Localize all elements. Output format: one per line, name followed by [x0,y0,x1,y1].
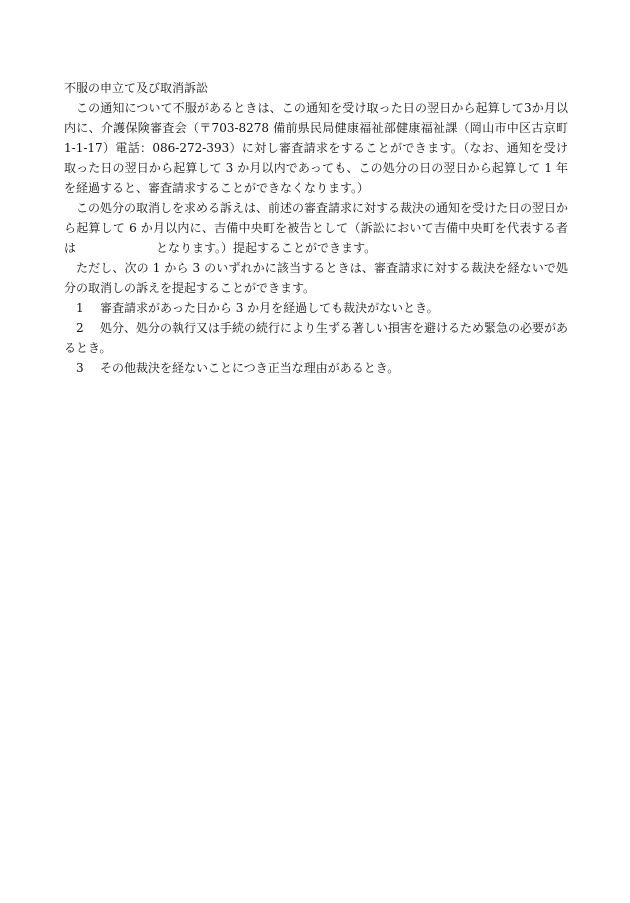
list-item-number: 3 [76,361,84,375]
list-item-text: その他裁決を経ないことにつき正当な理由があるとき。 [100,361,400,375]
list-item-text: 処分、処分の執行又は手続の続行により生ずる著しい損害を避けるため緊急の必要があるとき。 [64,321,569,355]
paragraph-lawsuit [64,198,568,258]
paragraph-lawsuit-part1: この処分の取消しを求める訴えは、前述の審査請求に対する裁決の通知を受けた日の翌日から起算して 6 か月以内に、吉備中央町を被告として（訴訟において吉備中央町を代表する者は [64,201,569,255]
list-item [64,318,568,358]
list-item-number: 1 [76,301,84,315]
paragraph-appeal: この通知について不服があるときは、この通知を受け取った日の翌日から起算して3か月以内に、介護保険審査会（〒703-8278 備前県民局健康福祉部健康福祉課（岡山市中区古京町 1-1-17）電話：086-272-393）に対し審査請求をすることができます。（なお、通知を受け取った日の翌日から起算して 3 か月以内であっても、この処分の日の翌日から起算して 1 年を経過すると、審査請求することができなくなります。） [64,101,568,195]
list-item [64,358,568,378]
list-item-number: 2 [76,321,84,335]
paragraph-exceptions: ただし、次の 1 から 3 のいずれかに該当するときは、審査請求に対する裁決を経ないで処分の取消しの訴えを提起することができます。 [64,261,568,295]
document-body [64,78,568,378]
section-heading: 不服の申立て及び取消訴訟 [64,81,209,95]
paragraph-lawsuit-part2: となります。）提起することができます。 [156,241,377,255]
list-item [64,298,568,318]
list-item-text: 審査請求があった日から 3 か月を経過しても裁決がないとき。 [100,301,439,315]
